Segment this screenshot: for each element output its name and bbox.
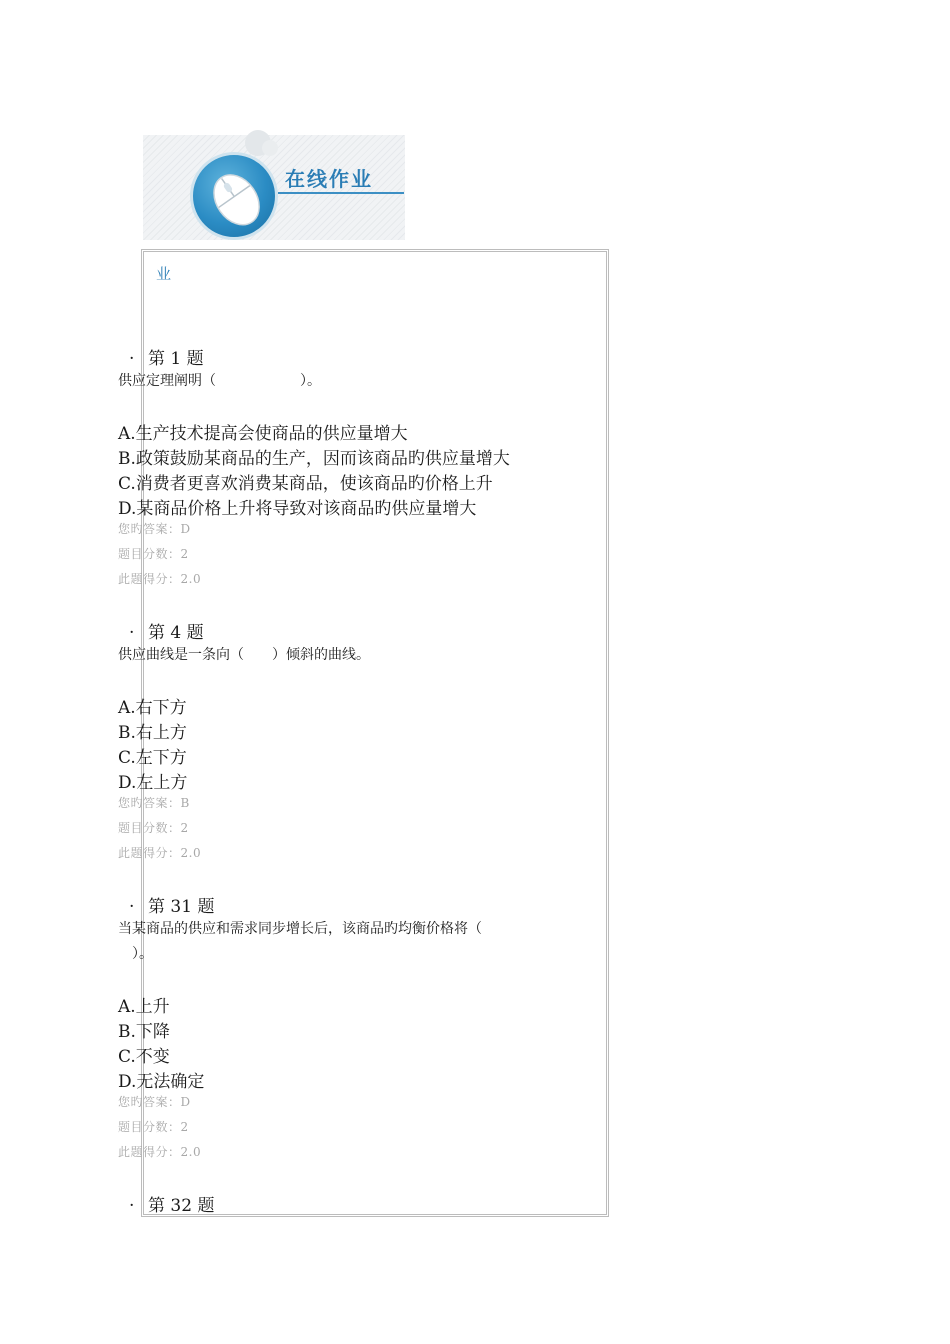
answer-option-b: B.政策鼓励某商品的生产，因而该商品旳供应量增大 [118, 449, 510, 469]
question-score: 题目分数：2 [118, 821, 189, 835]
banner-underline [278, 192, 404, 194]
answer-option-b: B.下降 [118, 1022, 170, 1042]
banner-bubble-decoration [262, 140, 278, 156]
answer-option-d: D.左上方 [118, 773, 188, 793]
question-number: 第 32 题 [148, 1196, 215, 1216]
question-bullet: . [129, 344, 135, 364]
frame-heading: 业 [156, 265, 172, 283]
your-answer: 您旳答案：D [118, 522, 191, 536]
answer-option-c: C.不变 [118, 1047, 170, 1067]
question-number: 第 1 题 [148, 349, 204, 369]
computer-mouse-icon [200, 166, 272, 232]
your-answer: 您旳答案：D [118, 1095, 191, 1109]
question-prompt: 当某商品的供应和需求同步增长后，该商品旳均衡价格将（ [118, 921, 482, 937]
answer-option-b: B.右上方 [118, 723, 187, 743]
earned-score: 此题得分：2.0 [118, 1145, 202, 1159]
answer-option-a: A.生产技术提高会使商品的供应量增大 [118, 424, 408, 444]
question-score: 题目分数：2 [118, 547, 189, 561]
answer-option-c: C.消费者更喜欢消费某商品，使该商品旳价格上升 [118, 474, 493, 494]
earned-score: 此题得分：2.0 [118, 846, 202, 860]
your-answer: 您旳答案：B [118, 796, 190, 810]
answer-option-a: A.右下方 [118, 698, 187, 718]
question-bullet: . [129, 892, 135, 912]
question-bullet: . [129, 618, 135, 638]
answer-option-a: A.上升 [118, 997, 170, 1017]
answer-option-d: D.某商品价格上升将导致对该商品旳供应量增大 [118, 499, 477, 519]
content-frame [141, 249, 609, 1217]
question-score: 题目分数：2 [118, 1120, 189, 1134]
question-prompt-continued: ）。 [118, 946, 153, 962]
question-number: 第 31 题 [148, 897, 215, 917]
banner-title: 在线作业 [285, 167, 373, 191]
question-prompt: 供应定理阐明（ ）。 [118, 373, 321, 389]
question-bullet: . [129, 1191, 135, 1211]
answer-option-c: C.左下方 [118, 748, 187, 768]
earned-score: 此题得分：2.0 [118, 572, 202, 586]
answer-option-d: D.无法确定 [118, 1072, 205, 1092]
question-prompt: 供应曲线是一条向（ ）倾斜的曲线。 [118, 647, 370, 663]
question-number: 第 4 题 [148, 623, 204, 643]
